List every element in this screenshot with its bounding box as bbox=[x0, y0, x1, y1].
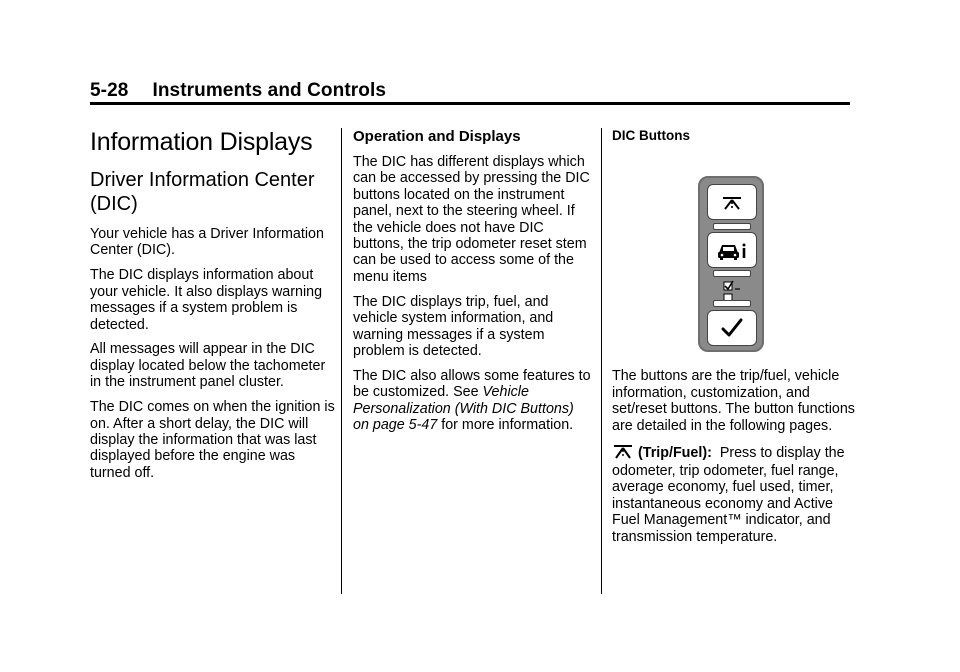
page-header bbox=[90, 80, 850, 102]
figure-label: DIC Buttons bbox=[612, 128, 690, 143]
column-1 bbox=[90, 128, 335, 490]
paragraph: The DIC comes on when the ignition is on. After a short delay, the DIC will display the information that was last displayed before the engine was turned off. bbox=[90, 399, 335, 481]
subsection-heading: Operation and Displays bbox=[353, 128, 521, 145]
paragraph: All messages will appear in the DIC display located below the tachometer in the instrument panel cluster. bbox=[90, 341, 326, 391]
page-number: 5-28 bbox=[90, 80, 129, 101]
dic-button-panel bbox=[698, 176, 764, 352]
trip-fuel-button bbox=[707, 184, 757, 220]
button-divider bbox=[713, 300, 751, 307]
button-divider bbox=[713, 223, 751, 230]
customization-button bbox=[707, 278, 757, 314]
paragraph: Your vehicle has a Driver Information Center (DIC). bbox=[90, 226, 324, 259]
car-info-icon bbox=[708, 233, 756, 267]
paragraph-text: The DIC also allows some features to be customized. See bbox=[353, 367, 591, 401]
column-divider-2 bbox=[601, 128, 602, 594]
checkmark-icon bbox=[708, 311, 756, 345]
set-reset-button bbox=[707, 310, 757, 346]
trip-fuel-description bbox=[612, 443, 862, 545]
column-2 bbox=[353, 128, 593, 442]
road-icon bbox=[612, 443, 634, 463]
paragraph: The DIC has different displays which can be accessed by pressing the DIC buttons located on the instrument panel, next to the steering wheel. If the vehicle does not have DIC buttons, the trip odometer reset stem can be used to access some of the menu items bbox=[353, 154, 590, 285]
dic-buttons-figure bbox=[612, 176, 862, 354]
paragraph bbox=[353, 368, 593, 434]
cross-reference-link[interactable]: Vehicle Personalization (With DIC Buttons) on page 5-47 bbox=[353, 384, 574, 434]
header-rule bbox=[90, 102, 850, 105]
paragraph: The DIC displays trip, fuel, and vehicle system information, and warning messages if a system problem is detected. bbox=[353, 293, 554, 359]
trip-fuel-label: (Trip/Fuel): bbox=[638, 444, 712, 461]
column-3 bbox=[612, 128, 862, 553]
header-title bbox=[90, 80, 850, 102]
button-divider bbox=[713, 270, 751, 277]
paragraph: The buttons are the trip/fuel, vehicle information, customization, and set/reset buttons. The button functions are detailed in the following pages. bbox=[612, 368, 855, 434]
road-icon bbox=[708, 185, 756, 219]
section-heading: Driver Information Center (DIC) bbox=[90, 169, 315, 215]
trip-fuel-text: Press to display the odometer, trip odometer, fuel range, average economy, fuel used, timer, instantaneous economy and Active Fuel Management™ indicator, and transmission temperature. bbox=[612, 444, 845, 545]
column-divider-1 bbox=[341, 128, 342, 594]
paragraph: The DIC displays information about your vehicle. It also displays warning messages if a system problem is detected. bbox=[90, 267, 323, 333]
paragraph-text: for more information. bbox=[437, 417, 574, 434]
vehicle-info-button bbox=[707, 232, 757, 268]
page-title: Information Displays bbox=[90, 128, 313, 156]
checklist-icon bbox=[708, 279, 756, 313]
section-title: Instruments and Controls bbox=[152, 80, 387, 101]
